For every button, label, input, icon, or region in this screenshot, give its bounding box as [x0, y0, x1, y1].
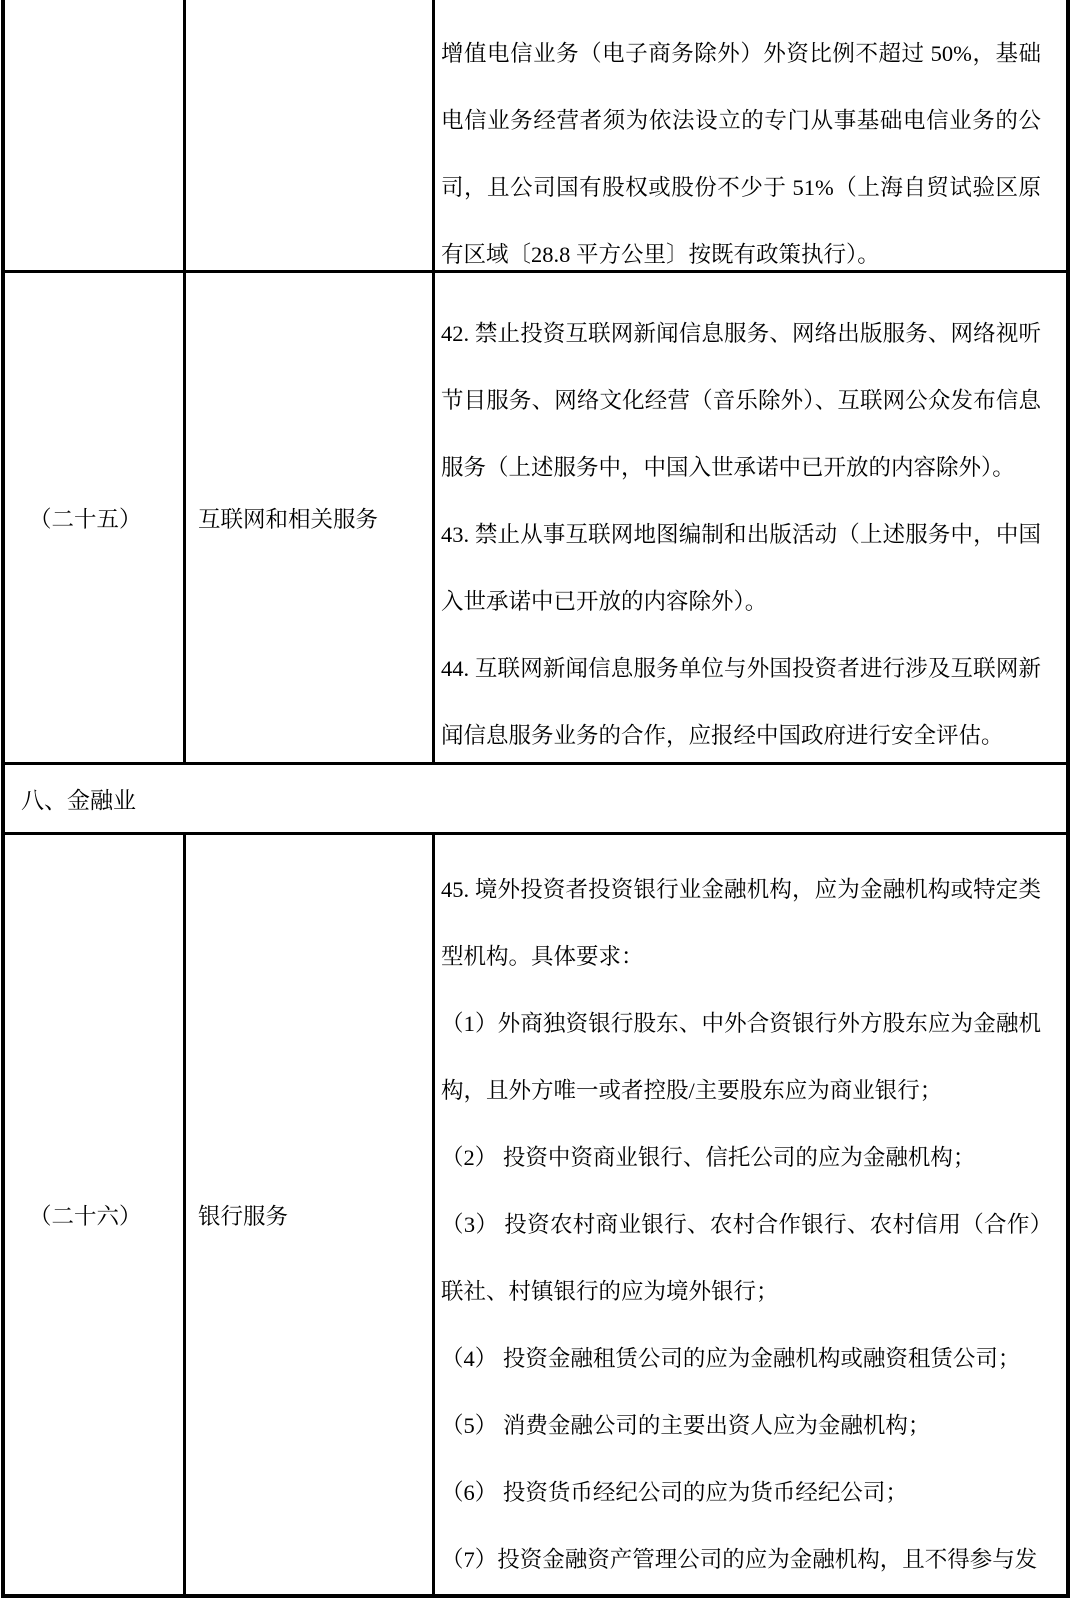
- table-row-continuation: [5, 0, 1066, 273]
- category-cell: [186, 0, 435, 270]
- measures-cell: [435, 273, 1066, 762]
- measure-subitem-3: （3） 投资农村商业银行、农村合作银行、农村信用（合作）联社、村镇银行的应为境外银行；: [441, 1212, 1041, 1304]
- measures-cell: [435, 0, 1066, 270]
- measure-subitem-6: （6） 投资货币经纪公司的应为货币经纪公司；: [441, 1480, 908, 1505]
- table-row-entry-25: [5, 273, 1066, 765]
- category-cell: [186, 273, 435, 762]
- entry-number-cell: [5, 273, 186, 762]
- measure-subitem-5: （5） 消费金融公司的主要出资人应为金融机构；: [441, 1413, 931, 1438]
- entry-number: （二十五）: [29, 506, 142, 532]
- measure-item-42: 42. 禁止投资互联网新闻信息服务、网络出版服务、网络视听节目服务、网络文化经营（音乐除外）、互联网公众发布信息服务（上述服务中，中国入世承诺中已开放的内容除外）。: [441, 321, 1041, 480]
- measure-text: 增值电信业务（电子商务除外）外资比例不超过 50%，基础电信业务经营者须为依法设立的专门从事基础电信业务的公司，且公司国有股权或股份不少于 51%（上海自贸试验区原有区域〔28.8 平方公里〕按既有政策执行）。: [441, 41, 1041, 267]
- entry-number: （二十六）: [29, 1203, 142, 1229]
- measures-cell: [435, 835, 1066, 1594]
- negative-list-table: [1, 0, 1070, 1598]
- category-label: 银行服务: [198, 1203, 289, 1229]
- section-title: 八、金融业: [21, 788, 136, 813]
- measure-item-43: 43. 禁止从事互联网地图编制和出版活动（上述服务中，中国入世承诺中已开放的内容除外）。: [441, 522, 1041, 614]
- measure-subitem-1: （1）外商独资银行股东、中外合资银行外方股东应为金融机构，且外方唯一或者控股/主要股东应为商业银行；: [441, 1011, 1041, 1103]
- measure-subitem-2: （2） 投资中资商业银行、信托公司的应为金融机构；: [441, 1145, 976, 1170]
- entry-number-cell: [5, 835, 186, 1594]
- section-header-cell: [5, 765, 1066, 832]
- category-label: 互联网和相关服务: [198, 506, 379, 532]
- measure-subitem-7: （7）投资金融资产管理公司的应为金融机构，且不得参与发: [441, 1547, 1038, 1572]
- section-header-row: [5, 765, 1066, 835]
- measure-item-45: 45. 境外投资者投资银行业金融机构，应为金融机构或特定类型机构。具体要求：: [441, 877, 1041, 969]
- category-cell: [186, 835, 435, 1594]
- table-row-entry-26: [5, 835, 1066, 1594]
- entry-number-cell: [5, 0, 186, 270]
- measure-item-44: 44. 互联网新闻信息服务单位与外国投资者进行涉及互联网新闻信息服务业务的合作，应报经中国政府进行安全评估。: [441, 656, 1041, 748]
- measure-subitem-4: （4） 投资金融租赁公司的应为金融机构或融资租赁公司；: [441, 1346, 1021, 1371]
